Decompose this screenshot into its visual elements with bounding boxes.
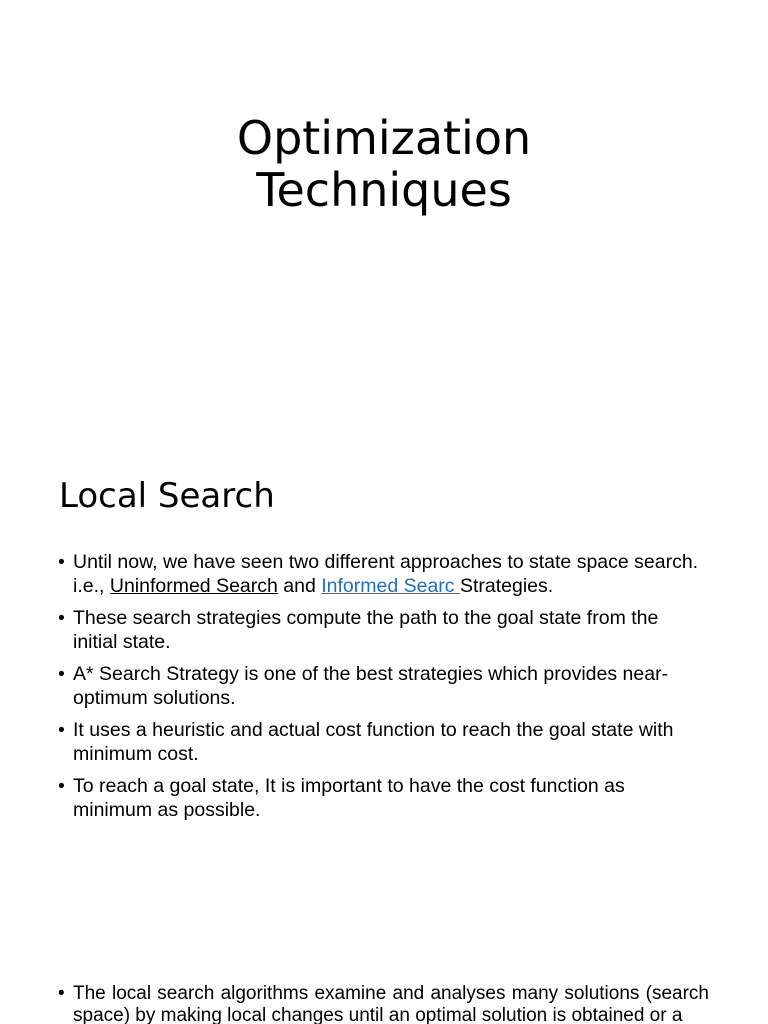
- list-item: • It uses a heuristic and actual cost function to reach the goal state with minimum cost.: [58, 718, 708, 766]
- title-line-2: Techniques: [256, 163, 512, 217]
- list-item: • A* Search Strategy is one of the best strategies which provides near-optimum solutions.: [58, 662, 708, 710]
- section-heading: Local Search: [59, 476, 275, 516]
- bullet-text: and: [277, 575, 322, 597]
- bullet-text: Until now, we have seen two different approaches to state space search. i.e.,: [73, 551, 699, 597]
- slide-title: [0, 112, 768, 216]
- title-line-1: Optimization: [236, 111, 532, 165]
- list-item: • To reach a goal state, It is important to have the cost function as minimum as possible.: [58, 774, 708, 822]
- bullet-list: [58, 550, 708, 830]
- informed-search-link[interactable]: Informed Searc: [321, 575, 460, 597]
- list-item: [58, 550, 708, 598]
- list-item: • The local search algorithms examine and analyses many solutions (search space) by making local changes until an optimal solution is obtained or a: [58, 983, 709, 1024]
- list-item: • These search strategies compute the path to the goal state from the initial state.: [58, 606, 708, 654]
- uninformed-search-text: Uninformed Search: [109, 575, 278, 597]
- bullet-list-bottom: [58, 983, 709, 1024]
- bullet-text: Strategies.: [459, 575, 554, 597]
